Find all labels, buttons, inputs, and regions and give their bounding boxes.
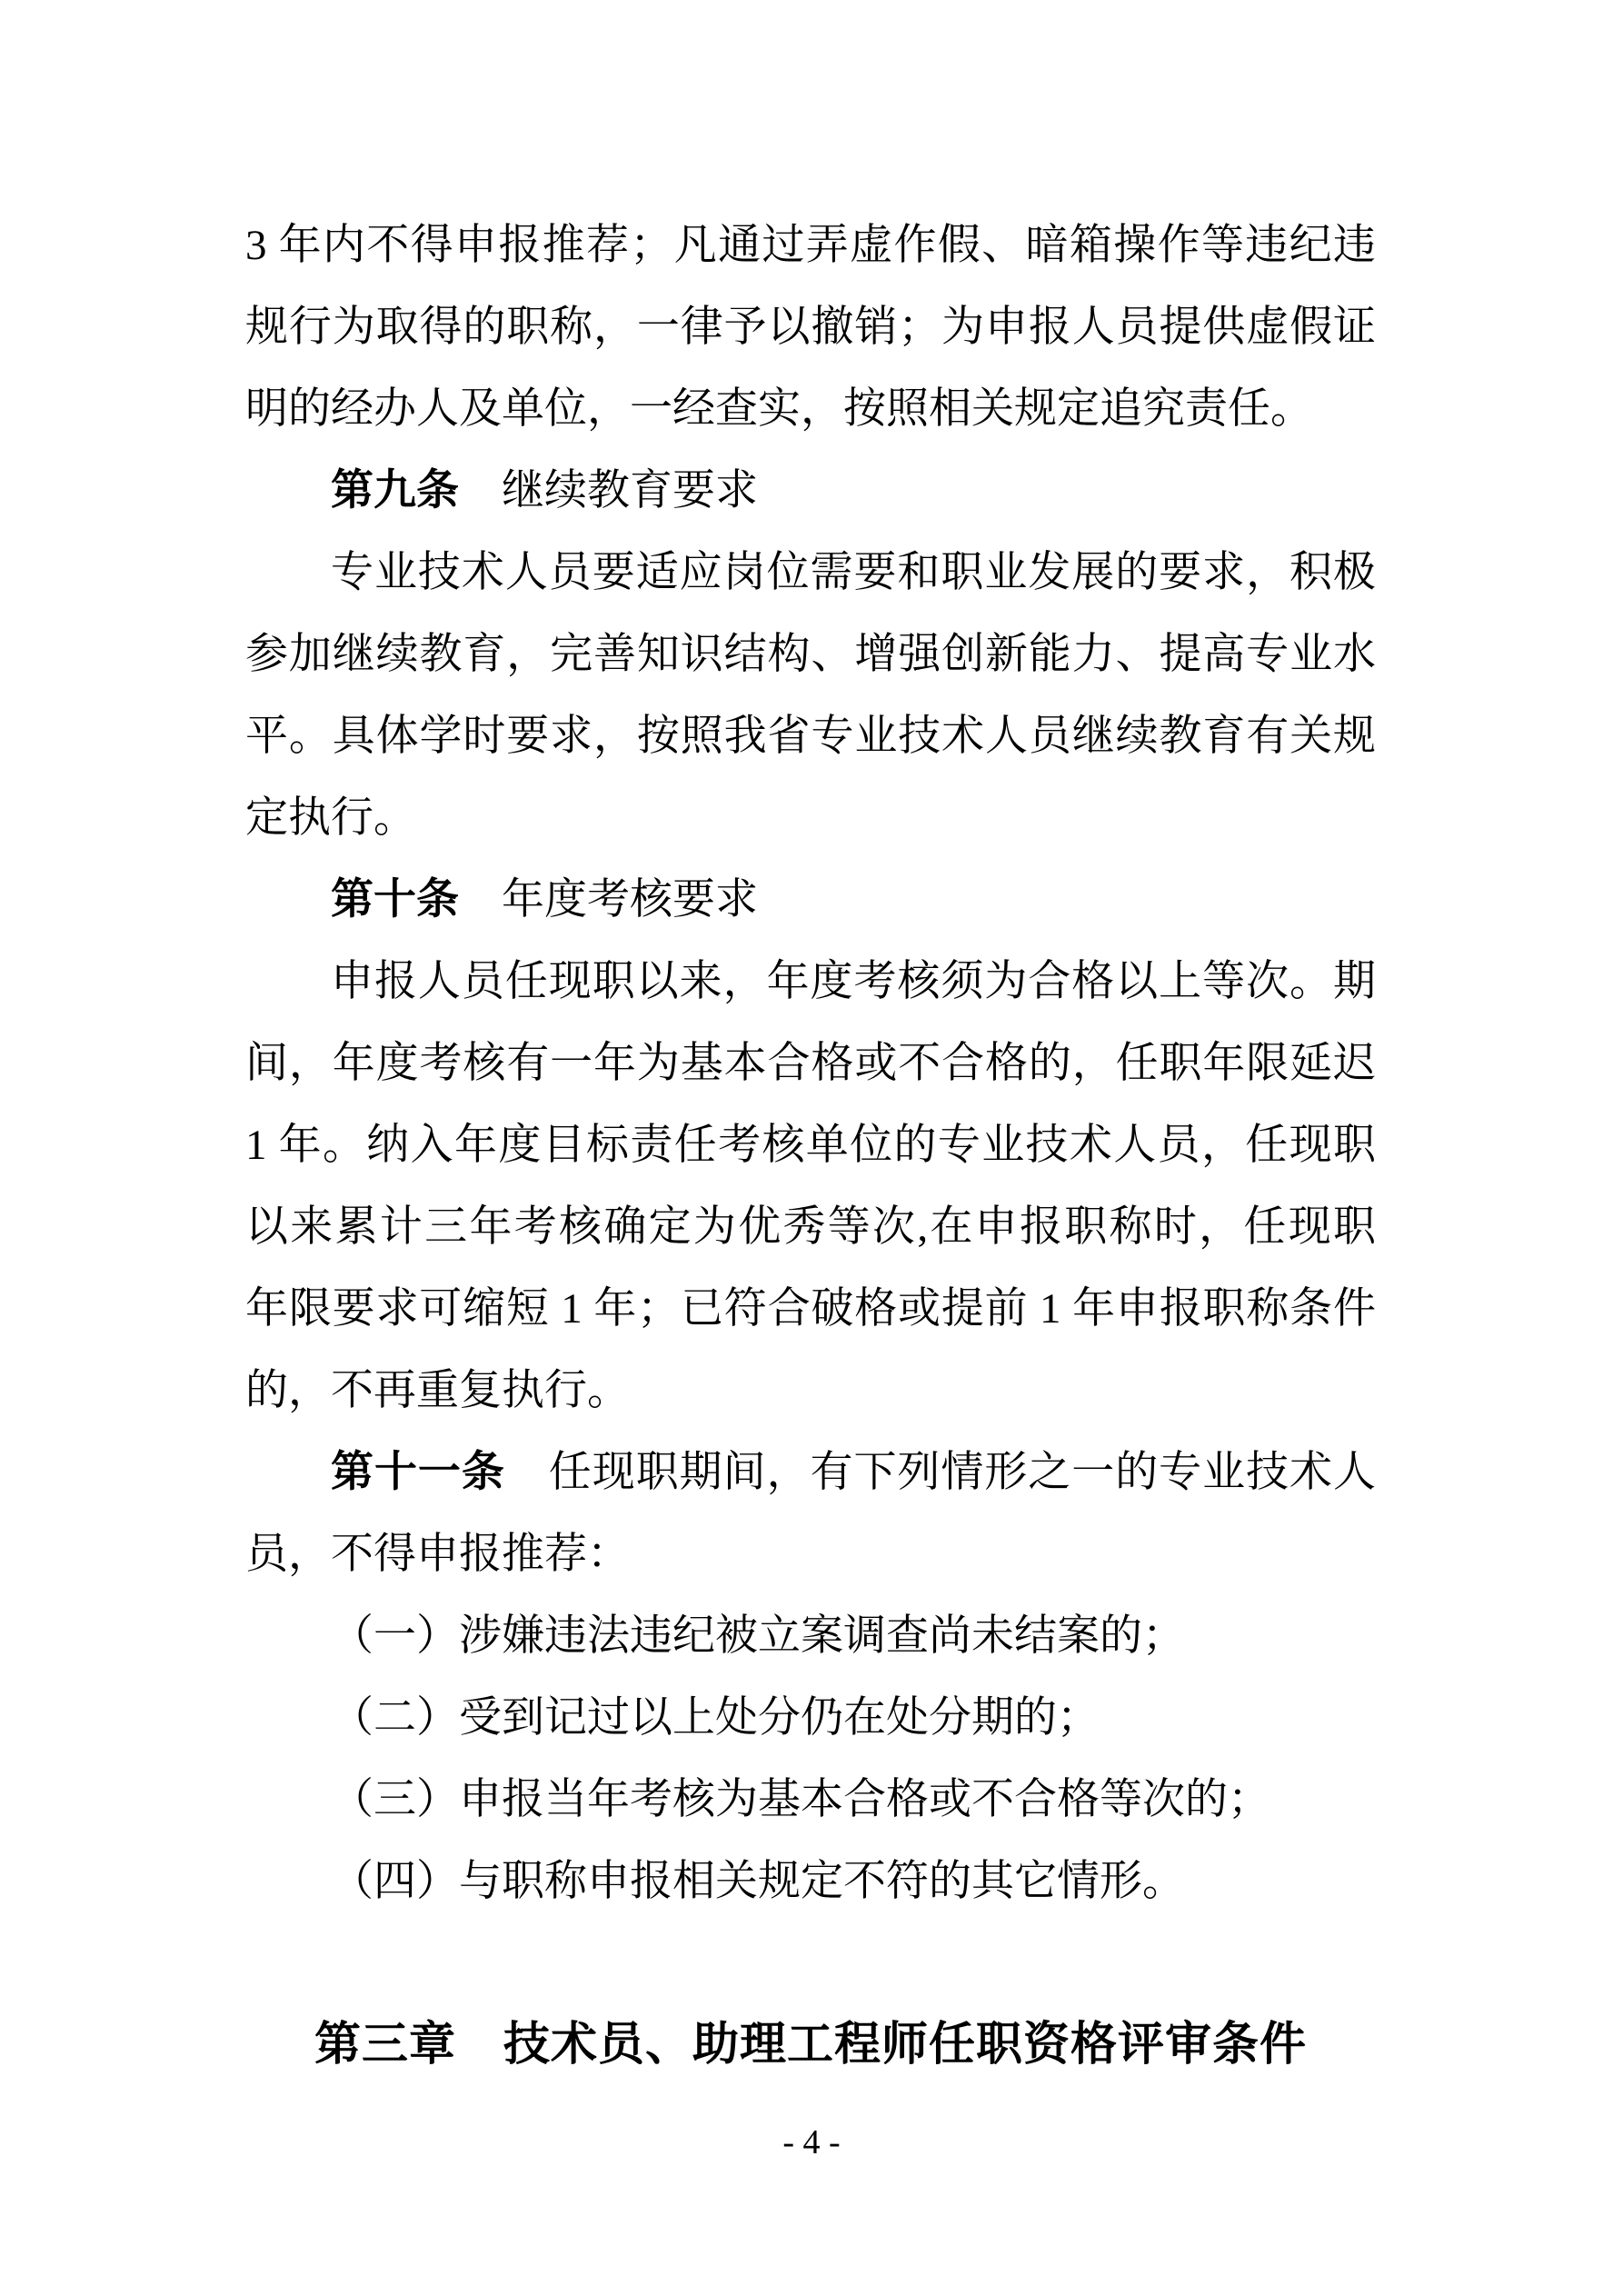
text-line: 第十一条 任现职期间，有下列情形之一的专业技术人 [331, 1449, 1377, 1496]
text-line: 间，年度考核有一年为基本合格或不合格的，任职年限延迟 [245, 1040, 1376, 1087]
document-body [245, 205, 1376, 2086]
text-line: （一）涉嫌违法违纪被立案调查尚未结案的； [331, 1612, 1185, 1660]
text-line: （二）受到记过以上处分仍在处分期的； [331, 1694, 1100, 1742]
text-line: 3 年内不得申报推荐；凡通过弄虚作假、暗箱操作等违纪违 [245, 222, 1376, 269]
text-line: （三）申报当年考核为基本合格或不合格等次的； [331, 1776, 1270, 1823]
text-line: 员，不得申报推荐： [245, 1531, 630, 1578]
page-number: - 4 - [782, 2123, 841, 2161]
text-line: 专业技术人员要适应岗位需要和职业发展的要求，积极 [331, 549, 1376, 596]
text-line: 以来累计三年考核确定为优秀等次,在申报职称时，任现职 [245, 1203, 1376, 1251]
article-number: 第十一条 [331, 1449, 505, 1496]
text-line: 年限要求可缩短 1 年；已符合破格或提前 1 年申报职称条件 [245, 1285, 1376, 1333]
text-line: 第九条 继续教育要求 [331, 467, 758, 514]
blank-line [245, 1922, 1376, 2004]
text-line: 1 年。纳入年度目标责任考核单位的专业技术人员，任现职 [245, 1122, 1376, 1169]
text-line: 规行为取得的职称，一律予以撤销；为申报人员提供虚假证 [245, 304, 1376, 351]
text-line: 平。具体学时要求，按照我省专业技术人员继续教育有关规 [245, 713, 1376, 760]
text-line: 参加继续教育，完善知识结构、增强创新能力、提高专业水 [245, 631, 1376, 678]
article-number: 第九条 [331, 467, 459, 514]
text-line: 申报人员任现职以来，年度考核须为合格以上等次。期 [331, 958, 1376, 1005]
text-line: 明的经办人及单位，一经查实，按照相关规定追究责任。 [245, 385, 1313, 433]
article-number: 第十条 [331, 876, 459, 923]
text-line: 第十条 年度考核要求 [331, 876, 758, 923]
text-line: 的，不再重复执行。 [245, 1367, 630, 1414]
text-line: 定执行。 [245, 794, 416, 842]
text-line: （四）与职称申报相关规定不符的其它情形。 [331, 1858, 1185, 1905]
chapter-heading: 第三章 技术员、助理工程师任职资格评审条件 [314, 2020, 1307, 2071]
